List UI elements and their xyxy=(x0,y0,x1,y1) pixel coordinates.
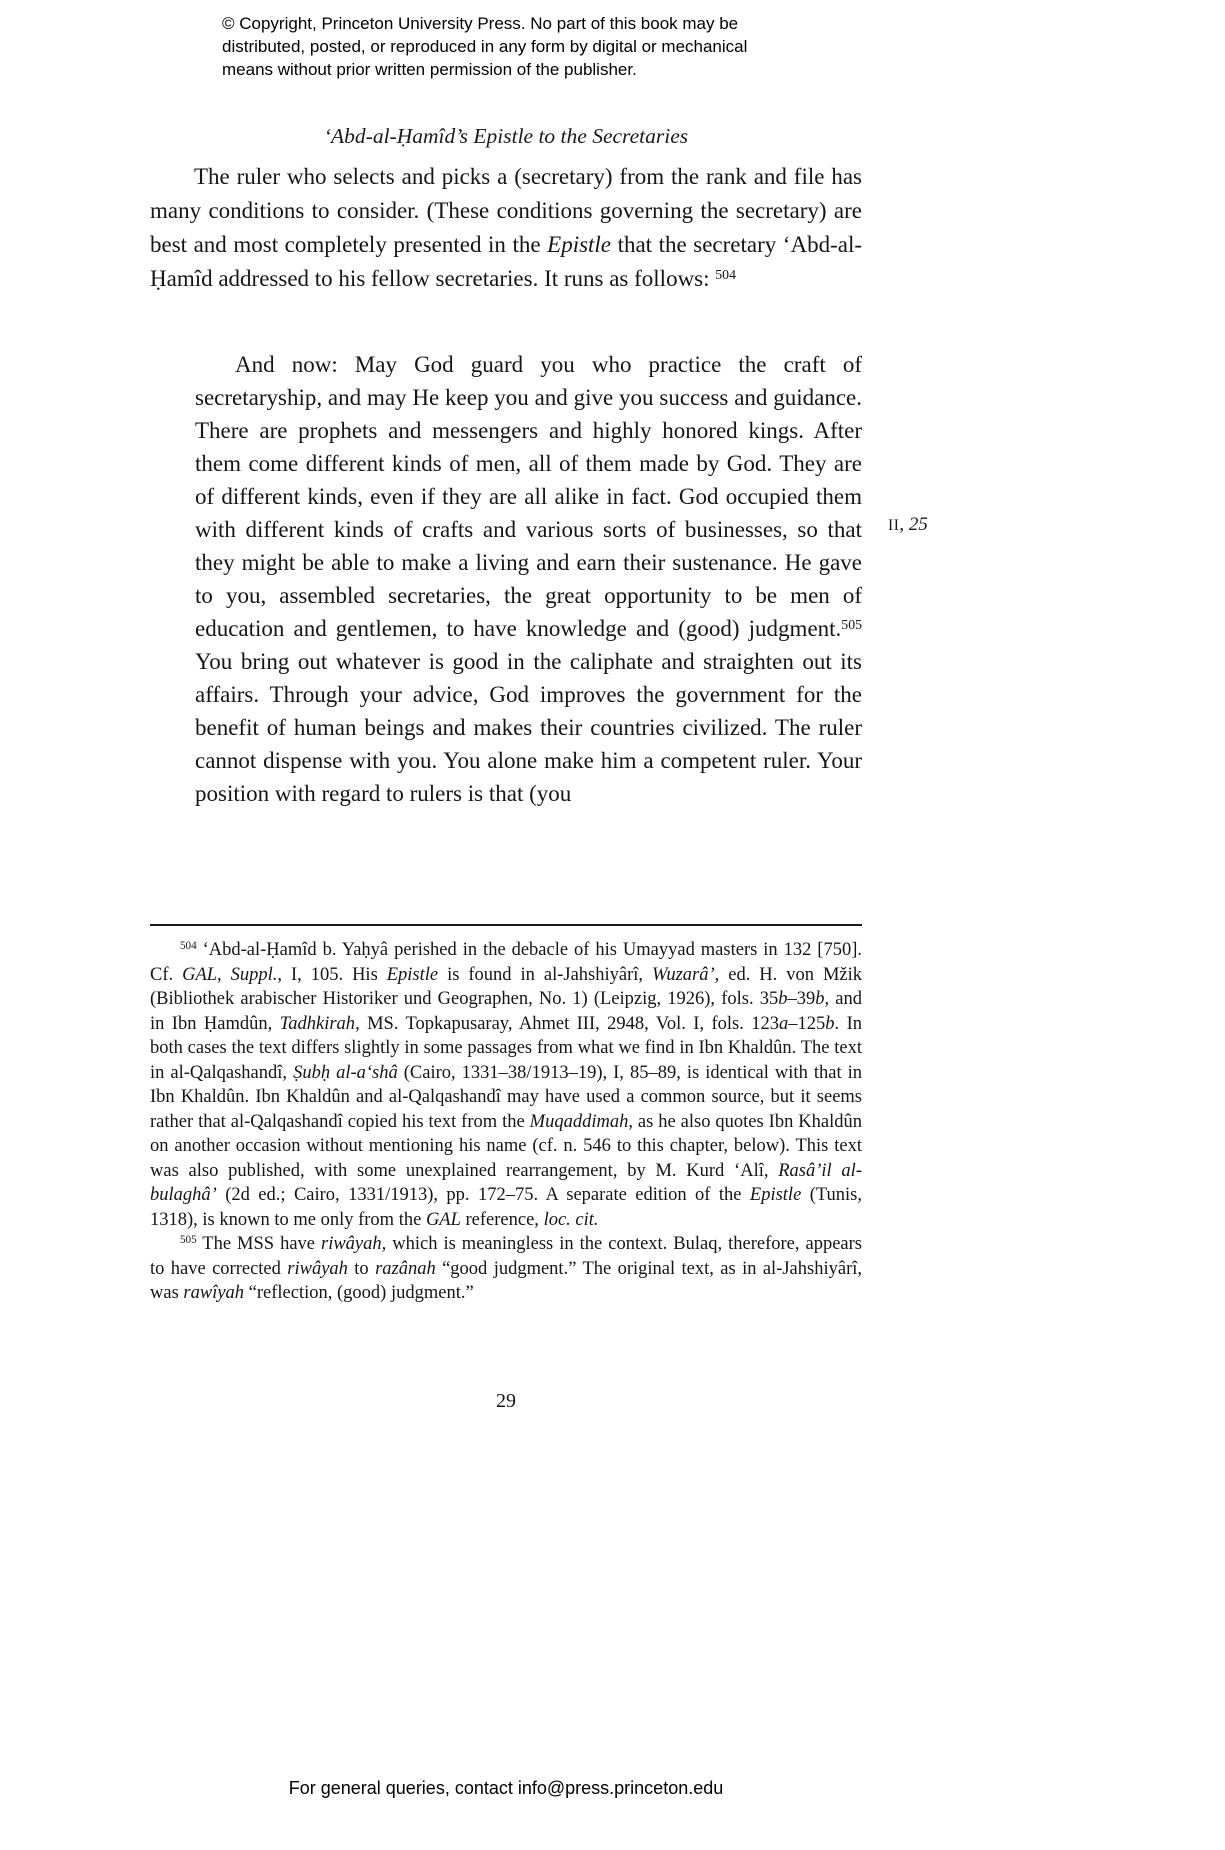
chapter-running-head: ‘Abd-al-Ḥamîd’s Epistle to the Secretaries xyxy=(323,124,689,148)
footnotes-section xyxy=(150,938,862,1306)
footnote-504: $^{504}$ ‘Abd-al-Ḥamîd b. Yaḥyâ perished in the debacle of his Umayyad masters in 132 [750]. Cf. GAL, Suppl., I, 105. His Epistle is found in al-Jahshiyârî, Wuzarâ’, ed. H. von Mžik (Bibliothek arabischer Historiker und Geographen, No. 1) (Leipzig, 1926), fols. 35b–39b, and in Ibn Ḥamdûn, Tadhkirah, MS. Topkapusaray, Ahmet III, 2948, Vol. I, fols. 123a–125b. In both cases the text differs slightly in some passages from what we find in Ibn Khaldûn. The text in al-Qalqashandî, Ṣubḥ al-a‘shâ (Cairo, 1331–38/1913–19), I, 85–89, is identical with that in Ibn Khaldûn. Ibn Khaldûn and al-Qalqashandî may have used a common source, but it seems rather that al-Qalqashandî copied his text from the Muqaddimah, as he also quotes Ibn Khaldûn on another occasion without mentioning his name (cf. n. 546 to this chapter, below). This text was also published, with some unexplained rearrangement, by M. Kurd ‘Alî, Rasâ’il al-bulaghâ’ (2d ed.; Cairo, 1331/1913), pp. 172–75. A separate edition of the Epistle (Tunis, 1318), is known to me only from the GAL reference, loc. cit. xyxy=(150,940,863,1230)
margin-citation-note: II, 25 xyxy=(888,514,928,535)
queries-footer: For general queries, contact info@press.princeton.edu xyxy=(288,1778,724,1798)
copyright-line-2: distributed, posted, or reproduced in any form by digital or mechanical xyxy=(222,37,748,56)
copyright-line-3: means without prior written permission of the publisher. xyxy=(222,60,637,79)
footnote-505: $^{505}$ The MSS have riwâyah, which is meaningless in the context. Bulaq, therefore, appears to have corrected riwâyah to razânah “good judgment.” The original text, as in al-Jahshiyârî, was rawîyah “reflection, (good) judgment.” xyxy=(150,1234,862,1303)
page-number: 29 xyxy=(496,1390,516,1412)
copyright-line-1: © Copyright, Princeton University Press. No part of this book may be xyxy=(222,14,739,33)
footnote-separator-rule xyxy=(150,924,862,926)
epistle-quote: And now: May God guard you who practice the craft of secretaryship, and may He keep you and give you success and guidance. There are prophets and messengers and highly honored kings. After them come different kinds of men, all of them made by God. They are of different kinds, even if they are all alike in fact. God occupied them with different kinds of crafts and various sorts of businesses, so that they might be able to make a living and earn their sustenance. He gave to you, assembled secretaries, the great opportunity to be men of education and gentlemen, to have knowledge and (good) judgment.$^{505}$ You bring out whatever is good in the caliphate and straighten out its affairs. Through your advice, God improves the government for the benefit of human beings and makes their countries civilized. The ruler cannot dispense with you. You alone make him a competent ruler. Your position with regard to rulers is that (you xyxy=(195,352,862,806)
copyright-notice xyxy=(222,12,862,81)
intro-paragraph: The ruler who selects and picks a (secretary) from the rank and file has many conditions to consider. (These conditions governing the secretary) are best and most completely presented in the Epistle that the secretary ‘Abd-al-Ḥamîd addressed to his fellow secretaries. It runs as follows: $^{504}$ xyxy=(150,164,862,291)
